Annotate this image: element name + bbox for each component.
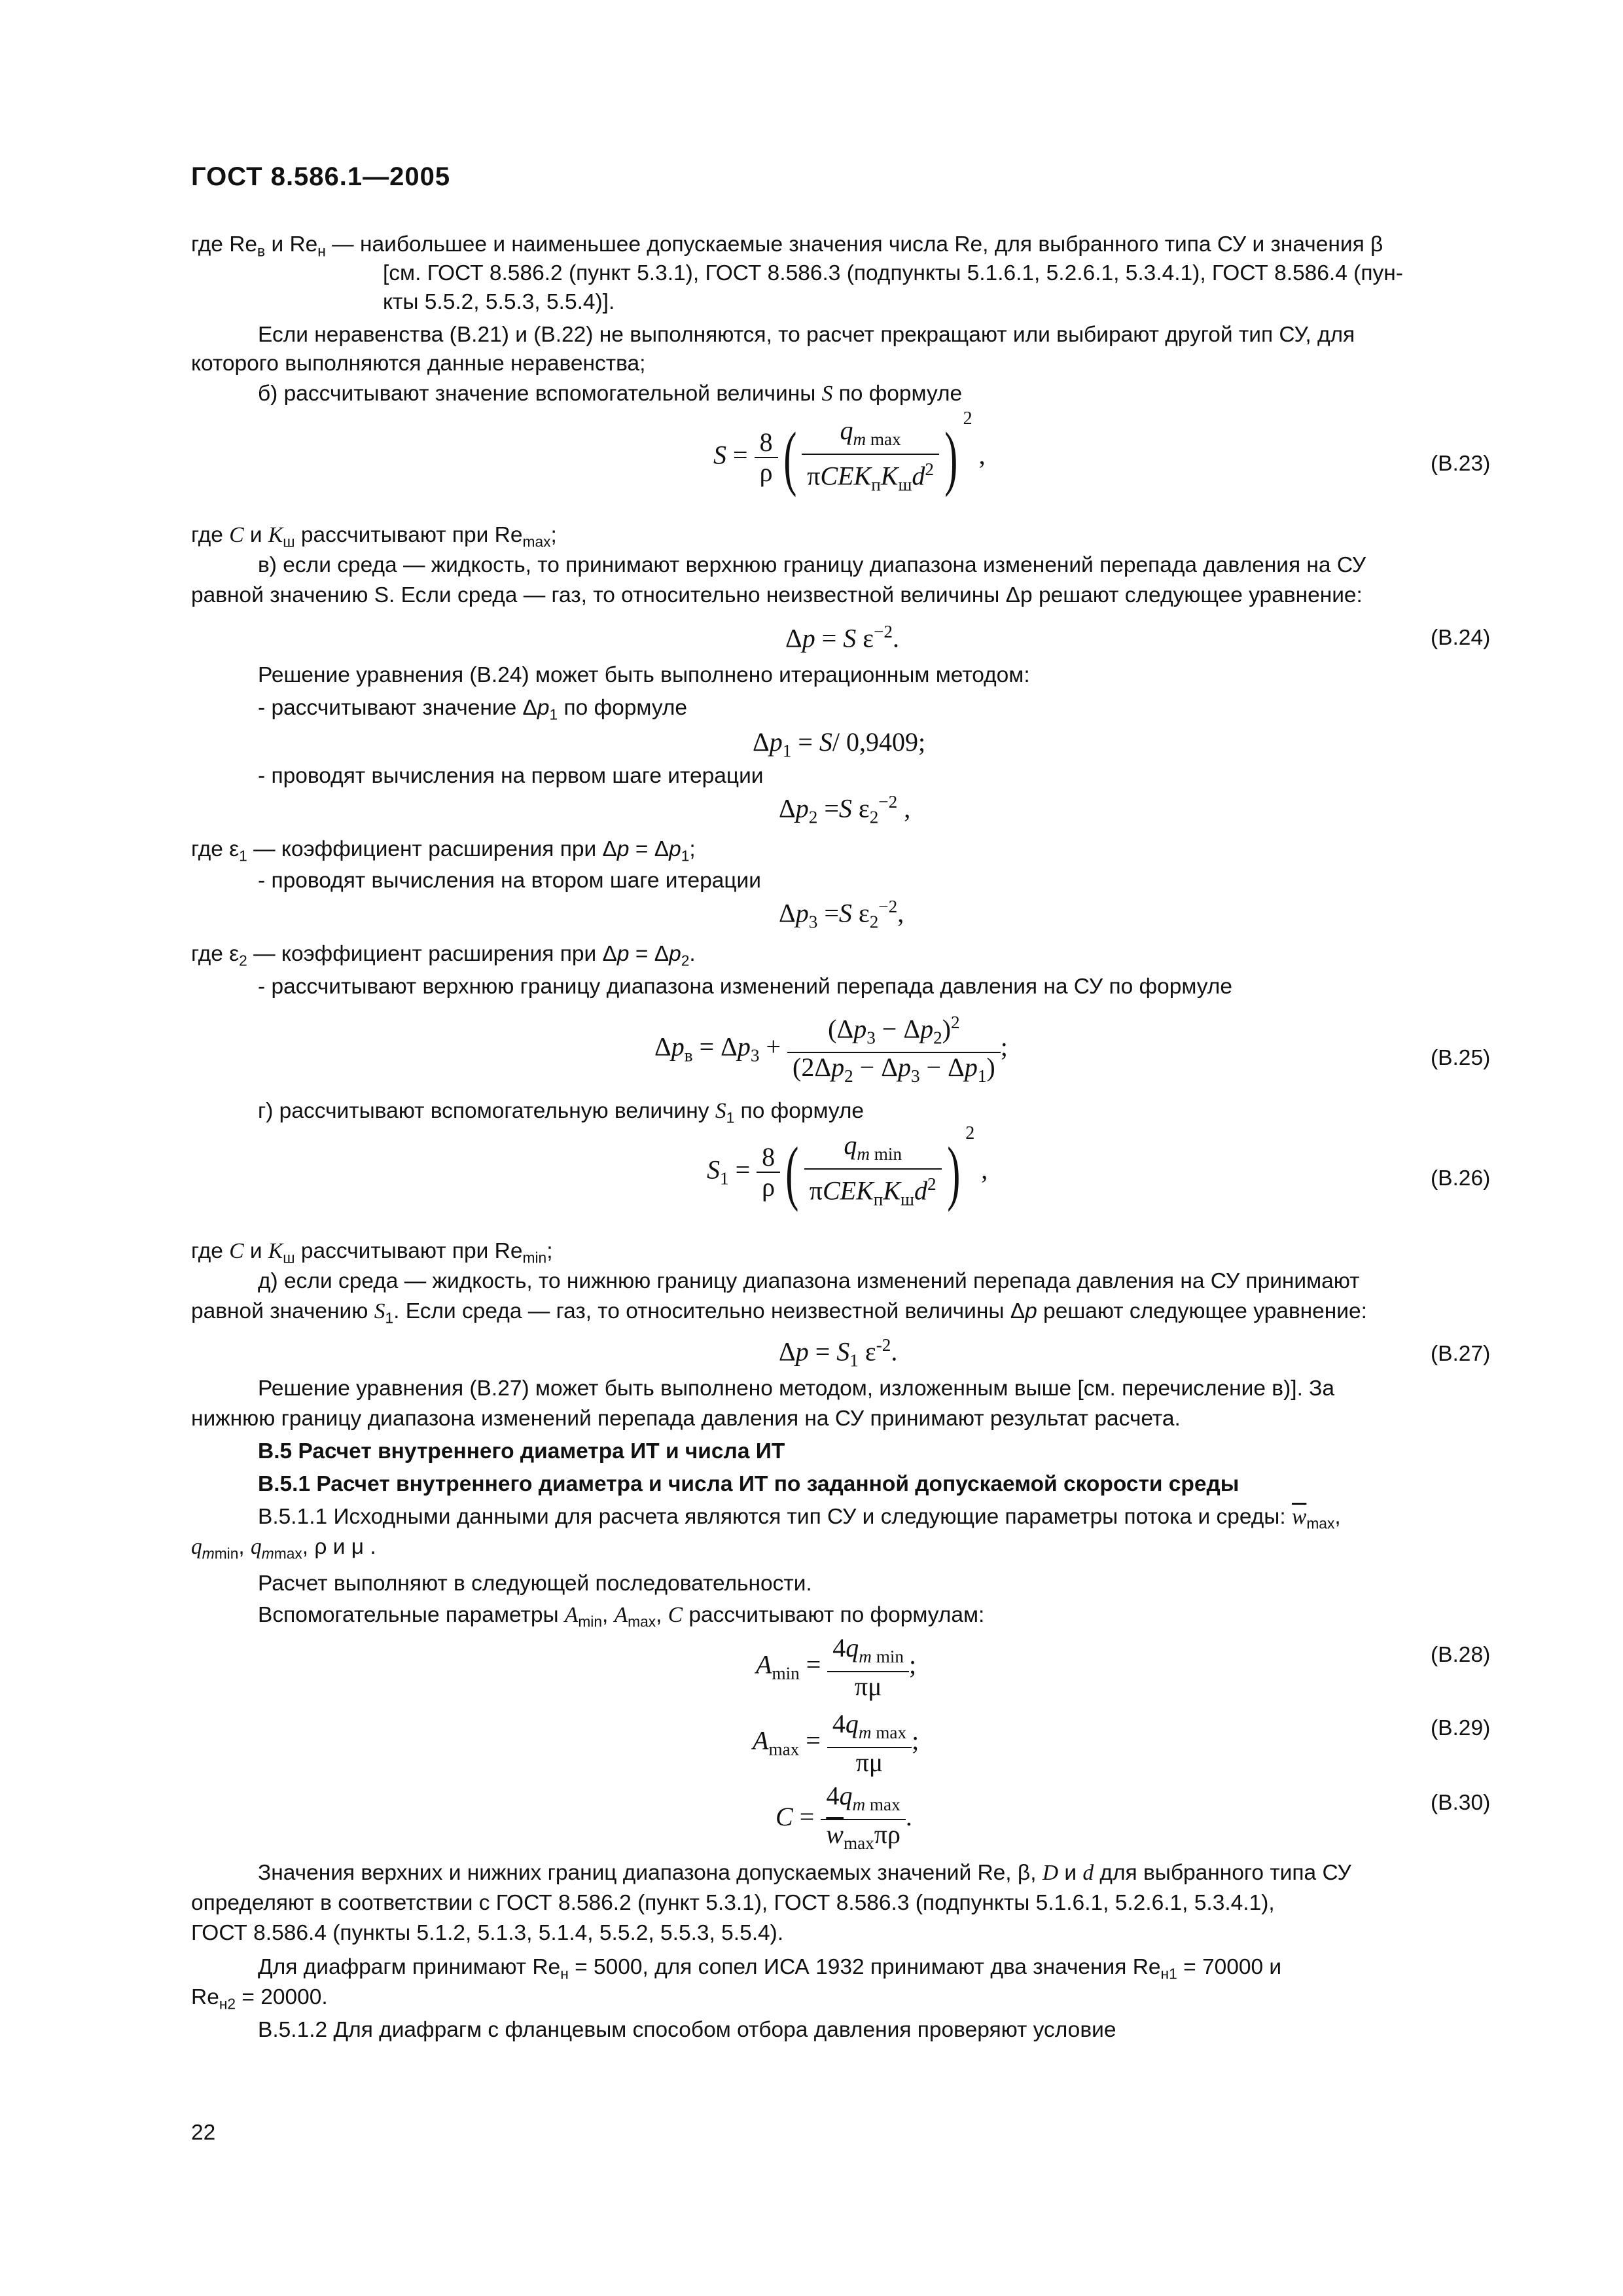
document-header: ГОСТ 8.586.1—2005 (191, 162, 451, 191)
equation-b29: $A_{max}$ = $\frac{4q_{m max}}{\pi\mu}$ ; (753, 1709, 919, 1777)
equation-number-b26: (В.26) (1431, 1166, 1491, 1191)
equation-b23: S = $\frac{8}{\rho}$ ( $\frac{q_{m max}}{\pi CEK_пK_шd^2}$ ) $^2$ , (713, 408, 986, 498)
equation-b30: C = $\frac{4q_{m max}}{\overline{w}_{max}\pi\rho}$ . (776, 1781, 912, 1853)
equation-number-b29: (В.29) (1431, 1716, 1491, 1740)
document-page: ГОСТ 8.586.1—2005 где $Re_в$ и $Re_н$ — наибольшее и наименьшее допускаемые значения числа Re, для выбранного типа СУ и значения β [см. ГОСТ 8.586.2 (пункт 5.3.1), ГОСТ 8.586.3 (подпункты 5.1.6.1, 5.2.6.1, 5.3.4.1), ГОСТ 8.586.4 (пун- кты 5.5.2, 5.5.3, 5.5.4)]. Если неравенства (В.21) и (В.22) не выполняются, то расчет прекращают или выбирают другой тип СУ, для которого выполняются данные неравенства; б) рассчитывают значение вспомогательной величины S по формуле S = $\frac{8}{\rho}$ ( $\frac{q_{m max}}{\pi CEK_пK_шd^2}$ ) $^2$ , (В.23) где C и $K_ш$ рассчитывают при $Re_{max}$; в) если среда — жидкость, то принимают верхнюю границу диапазона изменений перепада давления на СУ равной значению S. Если среда — газ, то относительно неизвестной величины Δp решают следующее уравнение: Δp = S $\varepsilon^{-2}$. (В.24) Решение уравнения (В.24) может быть выполнено итерационным методом: - рассчитывают значение $\Delta p_1$ по формуле $\Delta p_1 = S/$ 0,9409; - проводят вычисления на первом шаге итерации $\Delta p_2 =S$ $\varepsilon_2^{-2}$ , где $\varepsilon_1$ — коэффициент расширения при $\Delta p = \Delta p_1$; - проводят вычисления на втором шаге итерации $\Delta p_3 =S$ $\varepsilon_2^{-2}$, где $\varepsilon_2$ — коэффициент расширения при $\Delta p = \Delta p_2$. - рассчитывают верхнюю границу диапазона изменений перепада давления на СУ по формуле $\Delta p_в = \Delta p_3$ + $\frac{(\Delta p_3 - \Delta p_2)^2}{(2\Delta p_2 - \Delta p_3 - \Delta p_1)}$ ; (В.25) г) рассчитывают вспомогательную величину $S_1$ по формуле $S_1$ = $\frac{8}{\rho}$ ( $\frac{q_{m min}}{\pi CEK_пK_шd^2}$ ) $^2$ , (В.26) где C и $K_ш$ рассчитывают при $Re_{min}$; д) если среда — жидкость, то нижнюю границу диапазона изменений перепада давления на СУ принимают равной значению $S_1$. Если среда — газ, то относительно неизвестной величины Δp решают следующее уравнение: $\Delta p = S_1$ $\varepsilon^{-2}$. (В.27) Решение уравнения (В.27) может быть выполнено методом, изложенным выше [см. перечисление в)]. За нижнюю границу диапазона изменений перепада давления на СУ принимают результат расчета. В.5 Расчет внутреннего диаметра ИТ и числа ИТ В.5.1 Расчет внутреннего диаметра и числа ИТ по заданной допускаемой скорости среды В.5.1.1 Исходными данными для расчета являются тип СУ и следующие параметры потока и среды: $\overline{w}_{max}$, $q_{mmin}$, $q_{mmax}$, ρ и μ . Расчет выполняют в следующей последовательности. Вспомогательные параметры $A_{min}$, $A_{max}$, C рассчитывают по формулам: $A_{min}$ = $\frac{4q_{m min}}{\pi\mu}$ ; (В.28) $A_{max}$ = $\frac{4q_{m max}}{\pi\mu}$ ; (В.29) C = $\frac{4q_{m max}}{\overline{w}_{max}\pi\rho}$ . (В.30) Значения верхних и нижних границ диапазона допускаемых значений Re, β, D и d для выбранного типа СУ определяют в соответствии с ГОСТ 8.586.2 (пункт 5.3.1), ГОСТ 8.586.3 (подпункты 5.1.6.1, 5.2.6.1, 5.3.4.1), ГОСТ 8.586.4 (пункты 5.1.2, 5.1.3, 5.1.4, 5.5.2, 5.5.3, 5.5.4). Для диафрагм принимают $Re_н = 5000$, для сопел ИСА 1932 принимают два значения $Re_{н1} = 70000$ и $Re_{н2} = 20000$. В.5.1.2 Для диафрагм с фланцевым способом отбора давления проверяют условие 22 (191, 162, 1491, 2145)
equation-dp2: $\Delta p_2 =S$ $\varepsilon_2^{-2}$ , (779, 792, 911, 827)
equation-dp3: $\Delta p_3 =S$ $\varepsilon_2^{-2}$, (779, 897, 904, 932)
equation-number-b23: (В.23) (1431, 452, 1491, 476)
equation-b26: $S_1$ = $\frac{8}{\rho}$ ( $\frac{q_{m min}}{\pi CEK_пK_шd^2}$ ) $^2$ , (707, 1123, 988, 1213)
equation-b25: $\Delta p_в = \Delta p_3$ + $\frac{(\Delta p_3 - \Delta p_2)^2}{(2\Delta p_2 - \Delta p_3 - \Delta p_1)}$ ; (654, 1008, 1008, 1090)
equation-number-b24: (В.24) (1431, 626, 1491, 650)
equation-number-b30: (В.30) (1431, 1791, 1491, 1815)
equation-number-b27: (В.27) (1431, 1342, 1491, 1366)
equation-b27: $\Delta p = S_1$ $\varepsilon^{-2}$. (779, 1335, 898, 1371)
equation-b24: Δp = S $\varepsilon^{-2}$. (785, 622, 900, 653)
page-number: 22 (191, 2121, 216, 2145)
equation-number-b28: (В.28) (1431, 1643, 1491, 1667)
equation-dp1: $\Delta p_1 = S/$ 0,9409; (753, 727, 926, 761)
equation-b28: $A_{min}$ = $\frac{4q_{m min}}{\pi\mu}$ ; (756, 1633, 917, 1701)
equation-number-b25: (В.25) (1431, 1046, 1491, 1070)
